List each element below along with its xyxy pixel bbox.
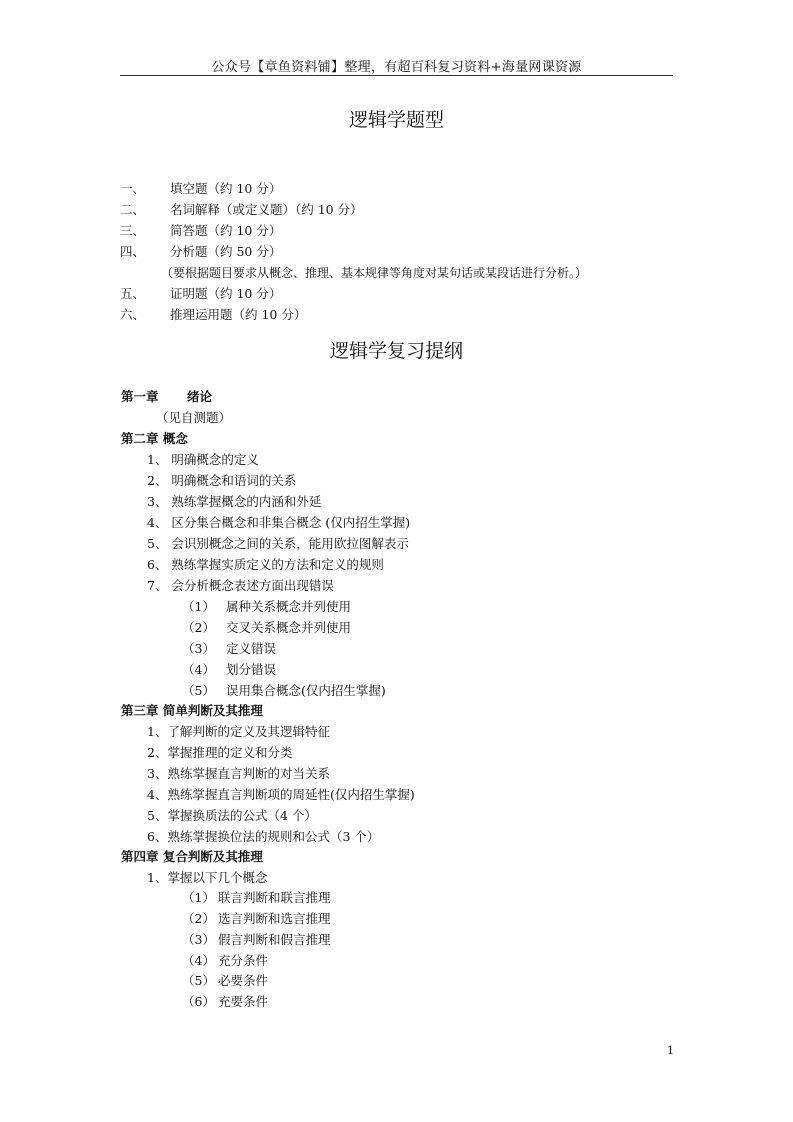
list-item: 4、 区分集合概念和非集合概念 (仅内招生掌握) [147, 515, 411, 530]
type-item: 四、 分析题（约 50 分） [120, 244, 282, 259]
list-item: 1、 明确概念的定义 [147, 452, 259, 467]
sub-item: （4） 充分条件 [182, 953, 269, 968]
list-item: 7、 会分析概念表述方面出现错误 [147, 578, 334, 593]
chapter-4-heading: 第四章 复合判断及其推理 [121, 849, 263, 864]
sub-item: （5） 必要条件 [182, 973, 269, 988]
list-item: 3、 熟练掌握概念的内涵和外延 [147, 494, 322, 509]
list-item: 4、熟练掌握直言判断项的周延性(仅内招生掌握) [147, 787, 415, 802]
type-item: 二、 名词解释（或定义题）（约 10 分） [120, 202, 363, 217]
list-item: 1、掌握以下几个概念 [147, 870, 268, 885]
sub-item: （6） 充要条件 [182, 994, 269, 1009]
list-item: 6、 熟练掌握实质定义的方法和定义的规则 [147, 557, 384, 572]
sub-item: （4） 划分错误 [182, 662, 277, 677]
list-item: 1、了解判断的定义及其逻辑特征 [147, 724, 330, 739]
sub-item: （3） 假言判断和假言推理 [182, 932, 331, 947]
type-item: 三、 简答题（约 10 分） [120, 223, 282, 238]
chapter-1-note: （见自测题） [156, 410, 232, 425]
sub-item: （3） 定义错误 [182, 641, 277, 656]
sub-item: （5） 误用集合概念(仅内招生掌握) [182, 683, 386, 698]
list-item: 5、掌握换质法的公式（4 个） [147, 808, 317, 823]
list-item: 3、熟练掌握直言判断的对当关系 [147, 766, 330, 781]
sub-item: （2） 选言判断和选言推理 [182, 911, 331, 926]
chapter-2-heading: 第二章 概念 [121, 431, 188, 446]
page-header: 公众号【章鱼资料铺】整理，有超百科复习资料+海量网课资源 [211, 60, 582, 75]
title-review-outline: 逻辑学复习提纲 [329, 340, 463, 362]
header-rule [120, 75, 673, 76]
list-item: 2、掌握推理的定义和分类 [147, 745, 293, 760]
analysis-note: （要根据题目要求从概念、推理、基本规律等角度对某句话或某段话进行分析。） [161, 266, 588, 280]
sub-item: （1） 属种关系概念并列使用 [182, 599, 352, 614]
type-item: 六、 推理运用题（约 10 分） [120, 307, 307, 322]
sub-item: （2） 交叉关系概念并列使用 [182, 620, 352, 635]
type-item: 一、 填空题（约 10 分） [120, 181, 282, 196]
chapter-3-heading: 第三章 简单判断及其推理 [121, 703, 263, 718]
list-item: 5、 会识别概念之间的关系，能用欧拉图解表示 [147, 536, 409, 551]
chapter-1-heading: 第一章 绪论 [121, 389, 213, 404]
page-number: 1 [667, 1044, 674, 1057]
list-item: 2、 明确概念和语词的关系 [147, 473, 297, 488]
list-item: 6、熟练掌握换位法的规则和公式（3 个） [147, 829, 380, 844]
sub-item: （1） 联言判断和联言推理 [182, 890, 331, 905]
title-question-types: 逻辑学题型 [348, 109, 444, 131]
type-item: 五、 证明题（约 10 分） [120, 286, 282, 301]
